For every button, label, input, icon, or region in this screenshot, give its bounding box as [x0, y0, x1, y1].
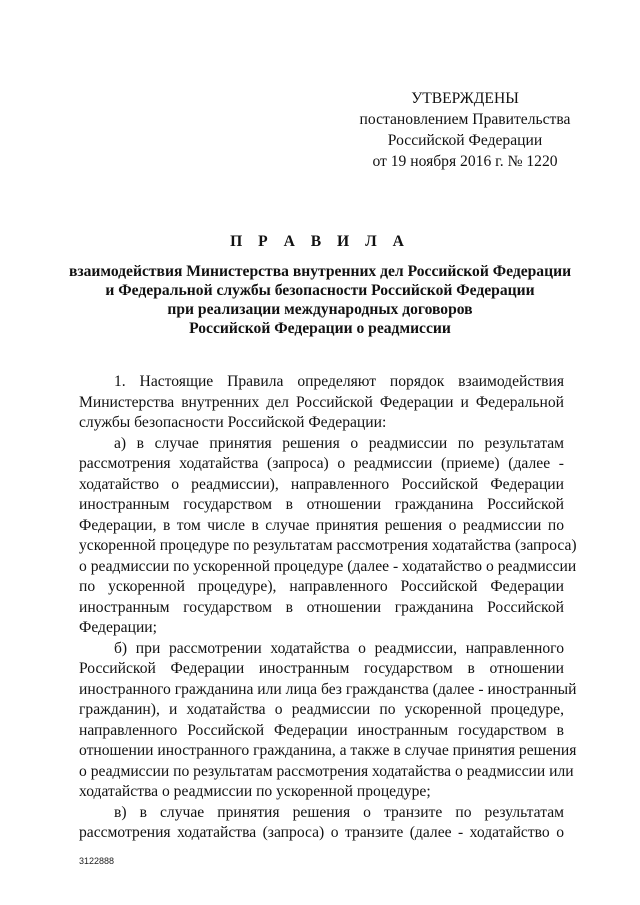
- subtitle-line: Российской Федерации о реадмиссии: [189, 320, 451, 337]
- subtitle-line: и Федеральной службы безопасности Российской Федерации: [105, 282, 535, 299]
- item-b-line: о реадмиссии по результатам рассмотрения ходатайства о реадмиссии или: [79, 762, 574, 780]
- approval-line: постановлением Правительства: [359, 111, 571, 128]
- item-a-line: рассмотрения ходатайства (запроса) о реадмиссии (приеме) (далее -: [79, 455, 564, 472]
- item-a-line: а) в случае принятия решения о реадмиссии по результатам: [114, 434, 564, 452]
- item-b-line: б) при рассмотрении ходатайства о реадмиссии, направленного: [114, 639, 564, 657]
- approval-stamp: [340, 88, 590, 172]
- subtitle-line: при реализации международных договоров: [167, 301, 473, 318]
- document-subtitle: [60, 262, 580, 338]
- item-a-line: иностранным государством в отношении гражданина Российской: [79, 598, 564, 616]
- item-a-line: по ускоренной процедуре), направленного Российской Федерации: [79, 578, 564, 595]
- paragraph-1-line: Министерства внутренних дел Российской Федерации и Федеральной: [79, 393, 564, 411]
- paragraph-1-line: 1. Настоящие Правила определяют порядок взаимодействия: [114, 373, 564, 390]
- item-b-line: ходатайства о реадмиссии по ускоренной процедуре;: [79, 783, 431, 800]
- document-title: П Р А В И Л А: [230, 233, 410, 250]
- document-code: 3122888: [79, 856, 115, 866]
- approval-line: Российской Федерации: [387, 132, 543, 149]
- item-a-line: ускоренной процедуре по результатам рассмотрения ходатайства (запроса): [79, 537, 577, 554]
- approval-date-number: от 19 ноября 2016 г. № 1220: [372, 153, 558, 170]
- item-a-line: иностранным государством в отношении гражданина Российской: [79, 496, 564, 513]
- item-v-line: рассмотрения ходатайства (запроса) о транзите (далее - ходатайство о: [79, 824, 564, 841]
- item-b-line: Российской Федерации иностранным государством в отношении: [79, 660, 564, 677]
- item-a-line: Федерации;: [79, 619, 157, 636]
- paragraph-1-line: службы безопасности Российской Федерации:: [79, 414, 387, 431]
- subtitle-line: взаимодействия Министерства внутренних дел Российской Федерации: [68, 263, 572, 280]
- document-body: [79, 372, 577, 844]
- item-a-line: Федерации, в том числе в случае принятия решения о реадмиссии по: [79, 516, 564, 534]
- approval-heading: УТВЕРЖДЕНЫ: [411, 90, 519, 107]
- item-b-line: отношении иностранного гражданина, а также в случае принятия решения: [79, 742, 577, 759]
- item-b-line: направленного Российской Федерации иностранным государством в: [79, 721, 564, 739]
- item-b-line: иностранного гражданина или лица без гражданства (далее - иностранный: [79, 680, 577, 698]
- item-a-line: ходатайство о реадмиссии), направленного Российской Федерации: [79, 475, 564, 493]
- item-a-line: о реадмиссии по ускоренной процедуре (далее - ходатайство о реадмиссии: [79, 557, 577, 575]
- item-v-line: в) в случае принятия решения о транзите по результатам: [114, 803, 564, 821]
- item-b-line: гражданин), и ходатайства о реадмиссии по ускоренной процедуре,: [79, 701, 564, 718]
